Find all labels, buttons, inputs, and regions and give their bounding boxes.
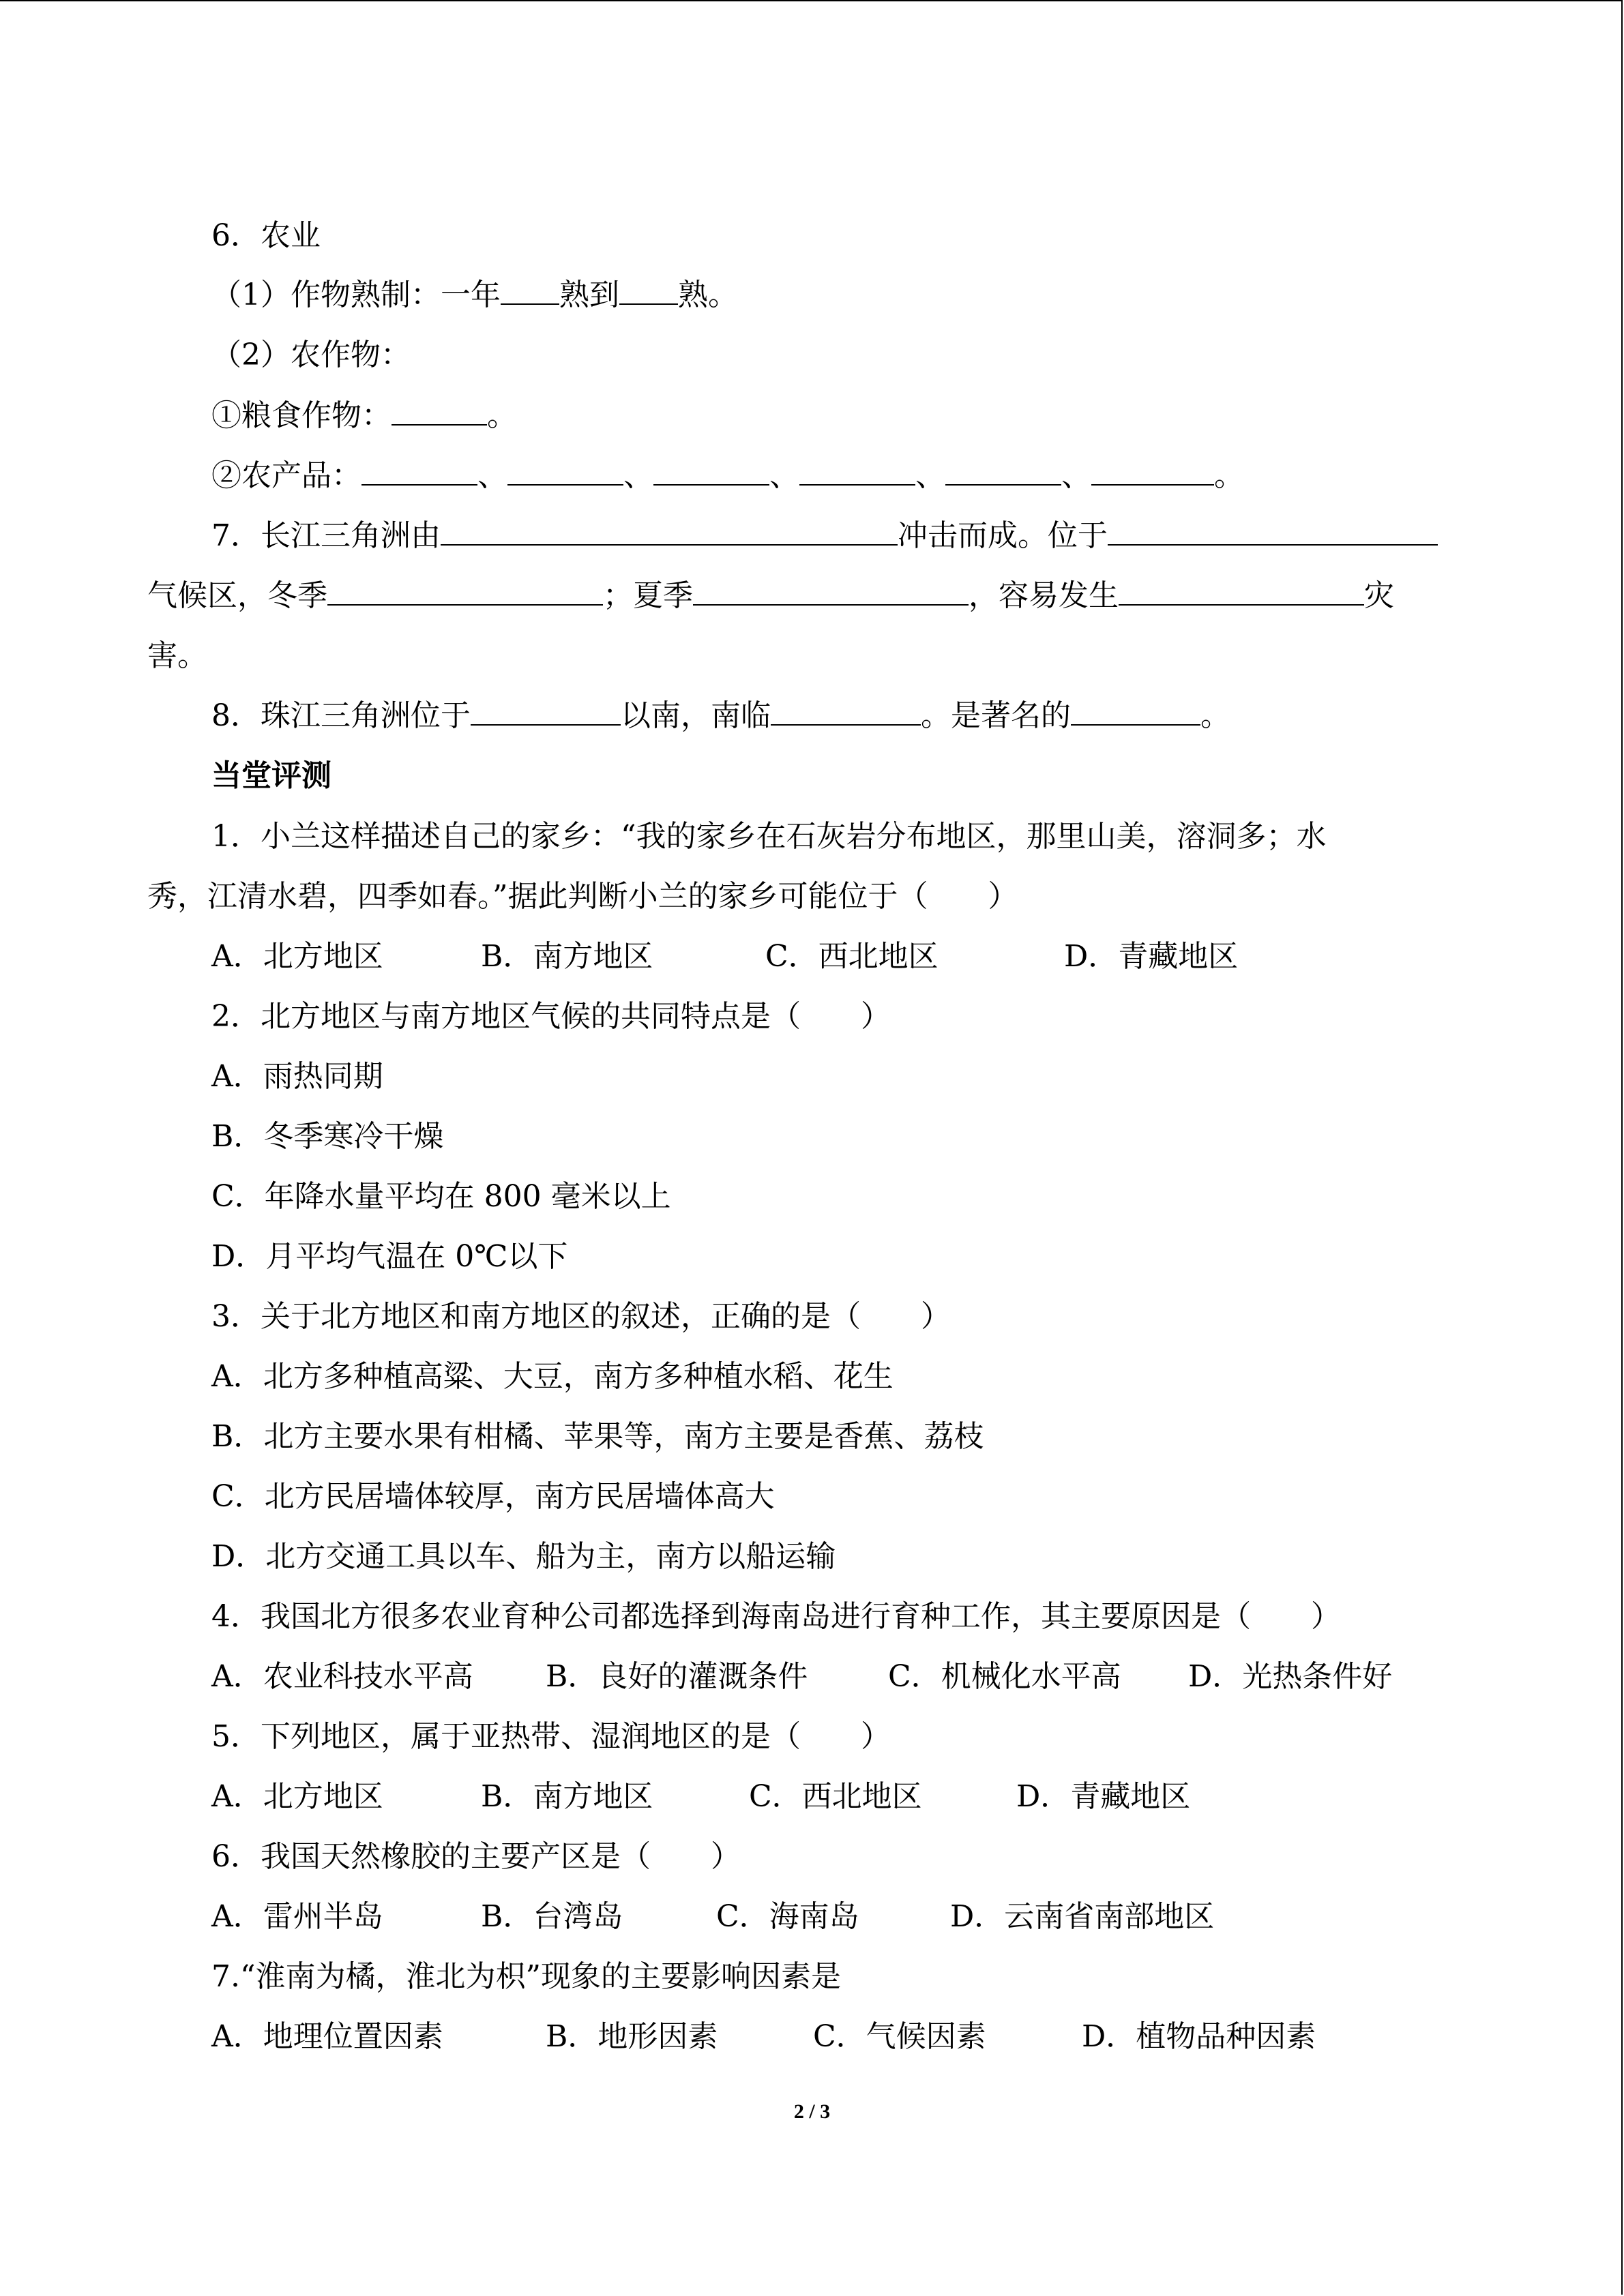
blank[interactable] <box>1071 697 1200 726</box>
q4-option-d[interactable]: D．光热条件好 <box>1188 1659 1393 1694</box>
q7-option-c[interactable]: C．气候因素 <box>813 2019 986 2054</box>
q5-option-c[interactable]: C．西北地区 <box>749 1779 922 1814</box>
q2-option-c[interactable]: C．年降水量平均在 800 毫米以上 <box>211 1179 671 1214</box>
q6-option-a[interactable]: A．雷州半岛 <box>211 1899 383 1934</box>
blank[interactable] <box>653 457 769 486</box>
q6-option-d[interactable]: D．云南省南部地区 <box>950 1899 1215 1934</box>
q2-option-d[interactable]: D．月平均气温在 0℃以下 <box>211 1239 568 1274</box>
blank[interactable] <box>1108 517 1438 546</box>
q2-option-a[interactable]: A．雨热同期 <box>211 1059 383 1094</box>
blank[interactable] <box>693 577 969 606</box>
q2-option-b[interactable]: B．冬季寒冷干燥 <box>211 1119 444 1154</box>
blank[interactable] <box>799 457 915 486</box>
blank[interactable] <box>471 697 621 726</box>
q1-option-c[interactable]: C．西北地区 <box>765 939 939 974</box>
section7-line2: 气候区，冬季 ；夏季 ，容易发生 灾 <box>147 578 1394 613</box>
section6-grain: ①粮食作物： 。 <box>211 398 517 433</box>
q3-option-c[interactable]: C．北方民居墙体较厚，南方民居墙体高大 <box>211 1479 775 1514</box>
blank[interactable] <box>441 517 898 546</box>
q5-option-b[interactable]: B．南方地区 <box>481 1779 653 1814</box>
q7-option-a[interactable]: A．地理位置因素 <box>211 2019 443 2054</box>
blank[interactable] <box>361 457 477 486</box>
blank[interactable] <box>1091 457 1214 486</box>
q4-option-a[interactable]: A．农业科技水平高 <box>211 1659 473 1694</box>
blank[interactable] <box>501 276 559 305</box>
blank[interactable] <box>507 457 623 486</box>
q3-option-b[interactable]: B．北方主要水果有柑橘、苹果等，南方主要是香蕉、荔枝 <box>211 1419 984 1454</box>
q1-option-a[interactable]: A．北方地区 <box>211 939 383 974</box>
q6-option-c[interactable]: C．海南岛 <box>716 1899 859 1934</box>
q1-stem-line1: 1．小兰这样描述自己的家乡：“我的家乡在石灰岩分布地区，那里山美，溶洞多；水 <box>211 819 1327 854</box>
blank[interactable] <box>1119 577 1364 606</box>
section6-products: ②农产品： 、 、 、 、 、 。 <box>211 458 1244 493</box>
q7-stem: 7.“淮南为橘，淮北为枳”现象的主要影响因素是 <box>211 1959 841 1994</box>
q1-stem-line2: 秀，江清水碧，四季如春。”据此判断小兰的家乡可能位于（ ） <box>147 879 1018 914</box>
q7-option-d[interactable]: D．植物品种因素 <box>1082 2019 1316 2054</box>
section8: 8．珠江三角洲位于 以南，南临 。是著名的 。 <box>211 698 1230 733</box>
blank[interactable] <box>619 276 678 305</box>
section6-title: 6．农业 <box>211 218 321 253</box>
blank[interactable] <box>771 697 921 726</box>
q4-stem: 4．我国北方很多农业育种公司都选择到海南岛进行育种工作，其主要原因是（ ） <box>211 1599 1341 1634</box>
q4-option-b[interactable]: B．良好的灌溉条件 <box>546 1659 808 1694</box>
section7-line3: 害。 <box>147 638 207 673</box>
q6-stem: 6．我国天然橡胶的主要产区是（ ） <box>211 1839 741 1874</box>
blank[interactable] <box>327 577 603 606</box>
q4-option-c[interactable]: C．机械化水平高 <box>888 1659 1121 1694</box>
section6-sub1: （1）作物熟制：一年 熟到 熟。 <box>211 278 738 312</box>
page-number: 2 / 3 <box>793 2100 831 2123</box>
q3-option-d[interactable]: D．北方交通工具以车、船为主，南方以船运输 <box>211 1539 836 1574</box>
section6-sub2: （2）农作物： <box>211 338 411 372</box>
q2-stem: 2．北方地区与南方地区气候的共同特点是（ ） <box>211 999 891 1034</box>
blank[interactable] <box>392 397 487 426</box>
section7-line1: 7．长江三角洲由 冲击而成。位于 <box>211 516 1438 556</box>
q1-option-d[interactable]: D．青藏地区 <box>1064 939 1239 974</box>
blank[interactable] <box>945 457 1061 486</box>
q5-option-d[interactable]: D．青藏地区 <box>1016 1779 1191 1814</box>
q3-stem: 3．关于北方地区和南方地区的叙述，正确的是（ ） <box>211 1299 951 1334</box>
q1-option-b[interactable]: B．南方地区 <box>481 939 653 974</box>
q6-option-b[interactable]: B．台湾岛 <box>481 1899 623 1934</box>
q5-option-a[interactable]: A．北方地区 <box>211 1779 383 1814</box>
test-heading: 当堂评测 <box>211 758 331 793</box>
q7-option-b[interactable]: B．地形因素 <box>546 2019 718 2054</box>
q5-stem: 5．下列地区，属于亚热带、湿润地区的是（ ） <box>211 1719 891 1754</box>
q3-option-a[interactable]: A．北方多种植高粱、大豆，南方多种植水稻、花生 <box>211 1359 894 1394</box>
